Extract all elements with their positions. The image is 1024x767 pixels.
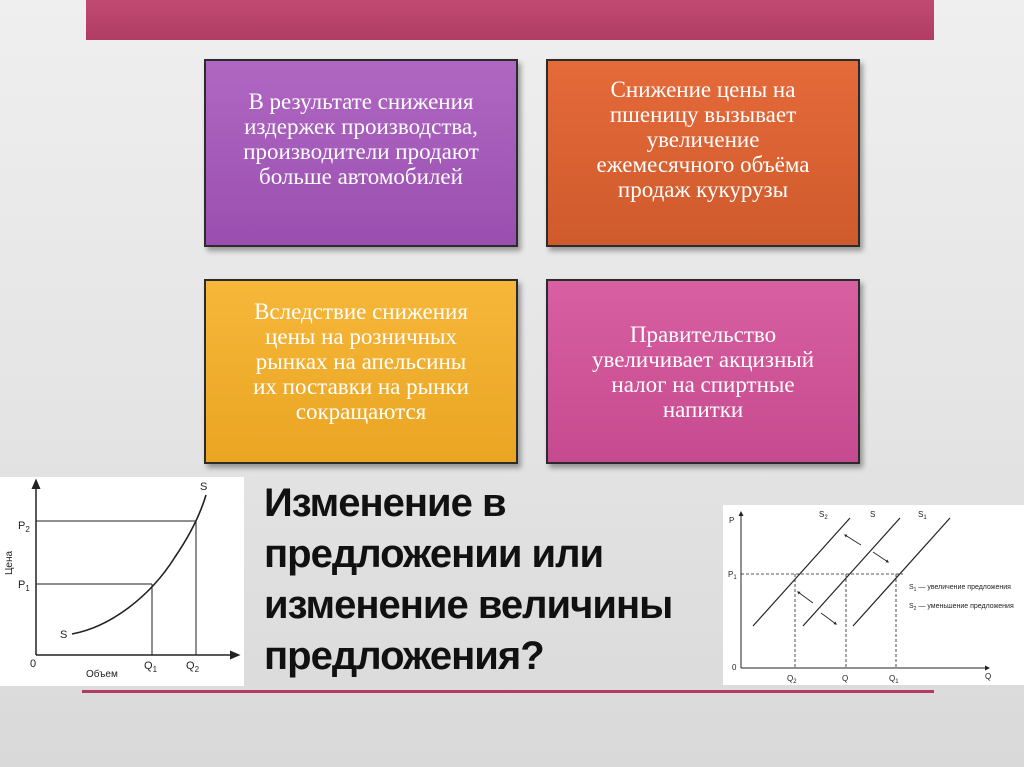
s-label: S	[870, 510, 876, 519]
card-wheat-price	[546, 59, 860, 247]
question-line: изменение величины	[264, 583, 673, 627]
card-line: ежемесячного объёма	[596, 152, 810, 177]
card-line: увеличение	[646, 127, 760, 152]
supply-curve-svg	[0, 477, 244, 686]
q-label: Q	[842, 674, 849, 683]
p1-label: $P_1$	[728, 570, 737, 581]
card-line: Вследствие снижения	[254, 299, 468, 324]
card-line: цены на розничных	[265, 324, 457, 349]
supply-curve-chart	[0, 477, 244, 686]
q1-label: $Q_1$	[144, 660, 158, 674]
p1-label: $P_1$	[18, 579, 30, 593]
s1-label: $S_1$	[918, 510, 927, 521]
question-line: предложении или	[264, 532, 604, 576]
card-line: налог на спиртные	[611, 371, 795, 397]
y-axis-label: P	[729, 516, 735, 525]
header-accent-bar	[86, 0, 934, 40]
card-text	[253, 299, 469, 424]
card-orange-prices	[204, 279, 518, 464]
y-axis-label: Цена	[4, 550, 15, 575]
supply-curve	[72, 495, 206, 634]
origin-label: 0	[732, 663, 737, 672]
curve-label-top: S	[200, 481, 208, 493]
q2-label: $Q_2$	[787, 674, 797, 685]
shift-arrow-right-low	[821, 613, 836, 624]
card-line: напитки	[662, 396, 744, 422]
x-axis-label: Объем	[86, 669, 118, 680]
p2-label: $P_2$	[18, 520, 30, 534]
curve-label-bottom: S	[60, 629, 68, 641]
s2-label: $S_2$	[819, 510, 828, 521]
footer-accent-line	[82, 690, 934, 693]
card-line: их поставки на рынки	[253, 374, 469, 399]
supply-line-s	[803, 518, 900, 626]
card-line: больше автомобилей	[259, 164, 463, 189]
card-text	[597, 77, 810, 202]
card-line: увеличивает акцизный	[591, 346, 815, 372]
q2-label: $Q_2$	[186, 660, 200, 674]
supply-line-s2	[753, 518, 850, 626]
slide-question	[264, 478, 714, 682]
shift-arrow-left	[845, 535, 861, 545]
supply-shift-svg	[723, 505, 1024, 685]
card-line: рынках на апельсины	[255, 349, 467, 374]
card-line: сокращаются	[295, 399, 427, 424]
card-text	[592, 322, 814, 422]
card-line: производители продают	[243, 139, 479, 164]
card-line: Правительство	[629, 321, 777, 347]
q1-label: $Q_1$	[889, 674, 899, 685]
question-line: предложения?	[264, 634, 544, 678]
card-line: продаж кукурузы	[617, 177, 789, 202]
card-line: В результате снижения	[248, 89, 474, 114]
legend-s1: $S_1$ — увеличение предложения	[909, 584, 1011, 593]
card-line: Снижение цены на	[610, 77, 796, 102]
origin-label: 0	[30, 658, 37, 670]
supply-shift-chart	[723, 505, 1024, 685]
question-line: Изменение в	[264, 481, 506, 525]
x-axis-label: Q	[985, 672, 992, 681]
shift-arrow-left-low	[798, 592, 813, 603]
shift-arrow-right	[873, 552, 888, 562]
card-line: издержек производства,	[244, 114, 478, 139]
legend-s2: $S_2$ — уменьшение предложения	[909, 603, 1014, 612]
card-line: пшеницу вызывает	[609, 102, 797, 127]
card-text	[243, 89, 479, 189]
card-cost-reduction	[204, 59, 518, 247]
card-excise-tax	[546, 279, 860, 464]
